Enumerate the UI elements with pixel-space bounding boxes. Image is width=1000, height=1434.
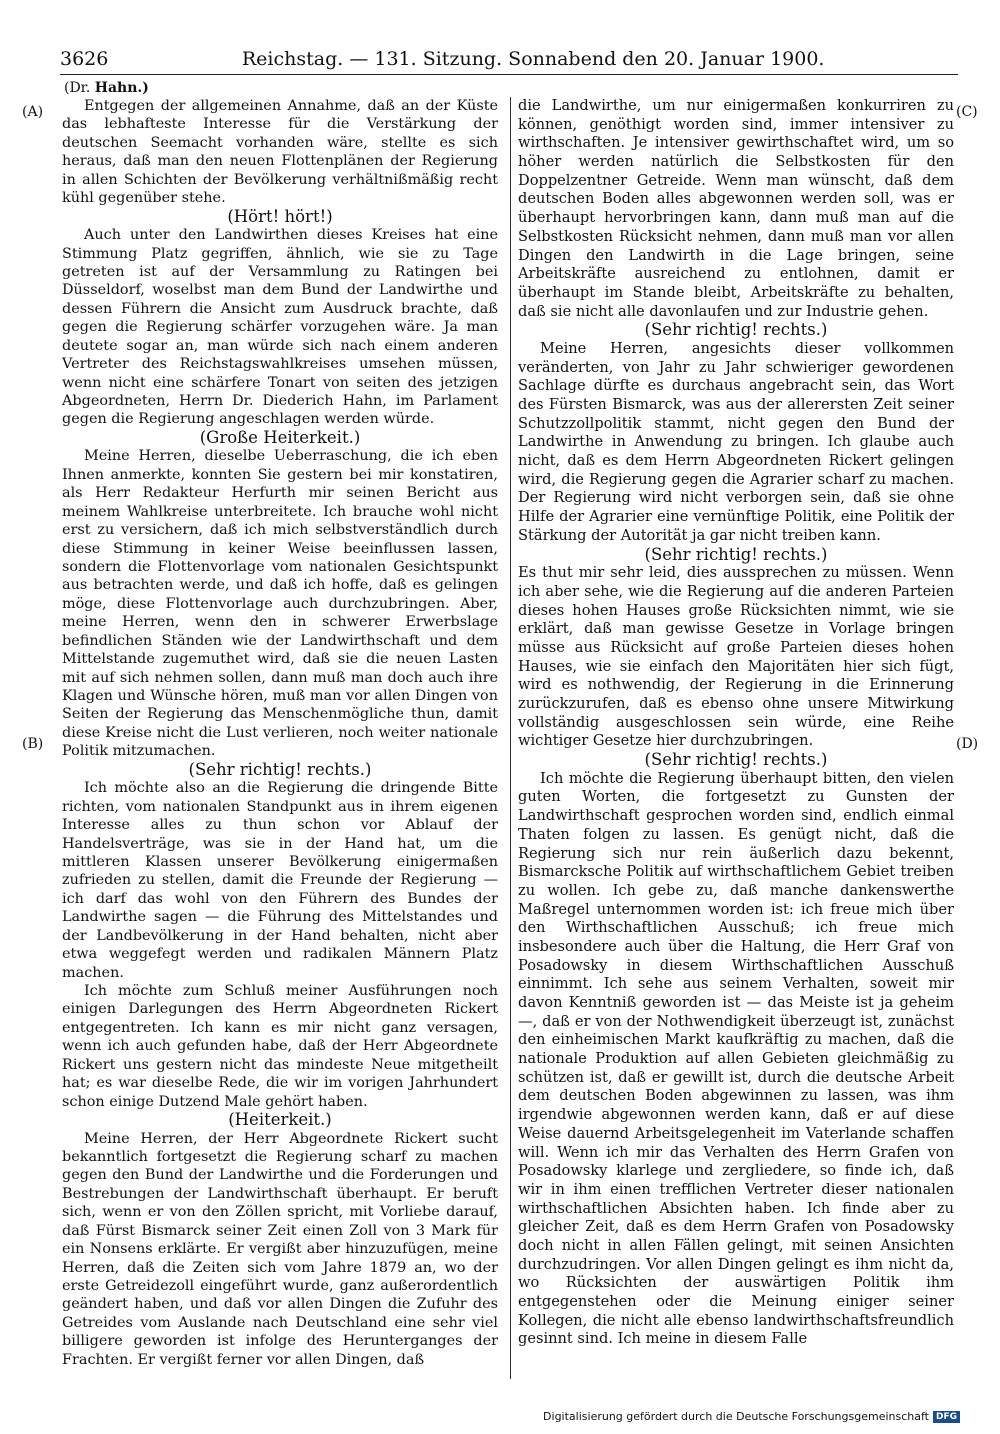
page-number: 3626 (60, 48, 109, 70)
left-column (62, 97, 498, 1379)
interjection: (Heiterkeit.) (228, 1110, 332, 1130)
paragraph: Ich möchte also an die Regierung die dringende Bitte richten, vom nationalen Standpunkt aus in ihrem eigenen Interesse alles zu thun schon vor Ablauf der Handelsverträge, was sie in der Hand hat, um die mittleren Klassen unserer Bevölkerung einigermaßen zufrieden zu stellen, damit die Freunde der Regierung — ich darf das wohl von den Führern des Bundes der Landwirthe sagen — die Führung des Mittelstandes und der Landbevölkerung in der Hand behalten, nicht aber etwa weggefegt werden und radikalen Männern Platz machen. (62, 780, 498, 981)
speaker-prefix: (Dr. (64, 80, 91, 96)
column-divider (510, 97, 511, 1379)
page-footer (543, 1410, 960, 1423)
interjection: (Hört! hört!) (227, 206, 333, 226)
paragraph: Es thut mir sehr leid, dies aussprechen zu müssen. Wenn ich aber sehe, wie die Regierung auf die anderen Parteien dieses hohen Hauses große Rücksichten nimmt, wie sie erklärt, daß man gewisse Gesetze in Vorlage bringen müsse aus Rücksicht auf große Parteien dieses hohen Hauses, wie sie einfach den Majoritäten hier sich fügt, wird es nothwendig, der Regierung in die Erinnerung zurückzurufen, daß es ebenso ohne unsere Mitwirkung vollständig ausgeschlossen sein würde, eine Reihe wichtiger Gesetze hier durchzubringen. (518, 564, 954, 750)
paragraph: Meine Herren, angesichts dieser vollkommen veränderten, von Jahr zu Jahr schwieriger gewordenen Sachlage dürfte es durchaus angebracht sein, das Wort des Fürsten Bismarck, was aus der allerersten Zeit seiner Schutzzollpolitik stammt, nicht gegen den Bund der Landwirthe in Anwendung zu bringen. Ich glaube auch nicht, daß es dem Herrn Abgeordneten Rickert gelingen wird, die Regierung gegen die Agrarier scharf zu machen. Der Regierung wird nicht verborgen sein, daß sie ohne Hilfe der Agrarier eine vernünftige Politik, eine Politik der Stärkung der Autorität ja gar nicht treiben kann. (518, 339, 954, 544)
page-header (60, 46, 958, 75)
margin-marker-d: (D) (956, 736, 979, 752)
interjection: (Sehr richtig! rechts.) (188, 759, 372, 779)
dfg-logo: DFG (933, 1411, 960, 1423)
paragraph: Ich möchte zum Schluß meiner Ausführungen noch einigen Darlegungen des Herrn Abgeordneten Rickert entgegentreten. Ich kann es mir nicht ganz versagen, wenn ich auch gefunden habe, daß der Herr Abgeordnete Rickert uns gestern nicht das mindeste Neue mitgetheilt hat; es war dieselbe Rede, die wir im vorigen Jahrhundert schon einige Dutzend Male gehört haben. (62, 983, 498, 1110)
paragraph: Auch unter den Landwirthen dieses Kreises hat eine Stimmung Platz gegriffen, ähnlich, wie sie zu Tage getreten ist auf der Versammlung zu Ratingen bei Düsseldorf, woselbst man dem Bund der Landwirthe und dessen Führern die Ansicht zum Ausdruck brachte, daß gegen die Regierung schärfer vorzugehen wäre. Ja man deutete sogar an, man würde sich nach einem anderen Vertreter des Reichstagswahlkreises umsehen müssen, wenn nicht eine schärfere Tonart von seiten des jetzigen Abgeordneten, Herrn Dr. Diederich Hahn, im Parlament gegen die Regierung angeschlagen werden würde. (62, 227, 498, 428)
paragraph: Meine Herren, dieselbe Ueberraschung, die ich eben Ihnen anmerkte, konnten Sie gestern bei mir konstatiren, als Herr Redakteur Herfurth mir seinen Bericht aus meinem Wahlkreise unterbreitete. Ich brauche wohl nicht erst zu versichern, daß ich mich selbstverständlich durch diese Stimmung in keiner Weise beeinflussen lassen, sondern die Flottenvorlage vom nationalen Gesichtspunkt aus betrachten werde, und daß ich hoffe, daß es gelingen möge, diese Flottenvorlage auch durchzubringen. Aber, meine Herren, wenn den in schwerer Erwerbslage befindlichen Ständen wie der Landwirthschaft und dem Mittelstande zugemuthet wird, daß sie die neuen Lasten mit auf sich nehmen sollen, dann muß man doch auch ihre Klagen und Wünsche hören, muß man vor allen Dingen von Seiten der Regierung das Menschenmögliche thun, damit diese Kreise nicht die Lust verlieren, noch weiter nationale Politik mitzumachen. (62, 448, 498, 760)
interjection: (Sehr richtig! rechts.) (644, 544, 828, 564)
interjection: (Große Heiterkeit.) (199, 427, 361, 447)
paragraph: Meine Herren, der Herr Abgeordnete Rickert sucht bekanntlich fortgesetzt die Regierung scharf zu machen gegen den Bund der Landwirthe und die Forderungen und Bestrebungen der Landwirthschaft überhaupt. Er beruft sich, wenn er von den Zöllen spricht, mit Vorliebe darauf, daß Fürst Bismarck seiner Zeit einen Zoll von 3 Mark für ein Nonsens erklärte. Er vergißt aber hinzuzufügen, meine Herren, daß die Zeiten sich vom Jahre 1879 an, wo der erste Getreidezoll eingeführt wurde, ganz außerordentlich geändert haben, und daß vor allen Dingen die Zufuhr des Getreides vom Auslande nach Deutschland eine sehr viel billigere geworden ist infolge des Herunterganges der Frachten. Er vergißt ferner vor allen Dingen, daß (62, 1130, 498, 1368)
speaker-tag (64, 80, 149, 96)
margin-marker-a: (A) (22, 104, 44, 120)
right-column (518, 97, 954, 1379)
paragraph: die Landwirthe, um nur einigermaßen konkurriren zu können, genöthigt worden sind, immer intensiver zu wirthschaften. Je intensiver gewirthschaftet wird, um so höher werden natürlich die Selbstkosten für den Doppelzentner Getreide. Wenn man wünscht, daß dem deutschen Boden alles abgewonnen werden soll, was er überhaupt hervorbringen kann, dann muß man auf die Selbstkosten Rücksicht nehmen, dann muß man vor allen Dingen den Landwirth in die Lage bringen, seine Arbeitskräfte ausreichend zu entlohnen, damit er überhaupt im Stande bleibt, Arbeitskräfte zu behalten, daß sie nicht alle davonlaufen und zur Industrie gehen. (518, 97, 954, 320)
interjection: (Sehr richtig! rechts.) (644, 320, 828, 340)
margin-marker-b: (B) (22, 736, 44, 752)
paragraph: Entgegen der allgemeinen Annahme, daß an der Küste das lebhafteste Interesse für die Verstärkung der deutschen Seemacht vorhanden wäre, stellte es sich heraus, daß man den neuen Flottenplänen der Regierung in allen Schichten der Bevölkerung verhältnißmäßig recht kühl gegenüber stehe. (62, 98, 498, 207)
interjection: (Sehr richtig! rechts.) (644, 750, 828, 770)
paragraph: Ich möchte die Regierung überhaupt bitten, den vielen guten Worten, die fortgesetzt zu Gunsten der Landwirthschaft gesprochen worden sind, endlich einmal Thaten folgen zu lassen. Es genügt nicht, daß die Regierung sich nur rein äußerlich dazu bekennt, Bismarcksche Politik auf wirthschaftlichem Gebiet treiben zu wollen. Ich gebe zu, daß manche dankenswerthe Maßregel unternommen worden ist: ich freue mich über den Wirthschaftlichen Ausschuß; ich freue mich insbesondere auch über die Haltung, die Herr Graf von Posadowsky in diesem Wirthschaftlichen Ausschuß einnimmt. Ich sehe aus seinem Verhalten, soweit mir davon Kenntniß geworden ist — das Meiste ist ja geheim —, daß er von der Nothwendigkeit überzeugt ist, zunächst den einheimischen Markt kaufkräftig zu machen, daß die nationale Produktion auf allen Gebieten gleichmäßig zu schützen ist, daß er gewillt ist, durch die deutsche Arbeit dem deutschen Boden abgewinnen zu lassen, was ihm irgendwie abgewonnen werden kann, daß er auf diese Weise dauernd Arbeitsgelegenheit im Vaterlande schaffen will. Wenn ich mir das Verhalten des Herrn Grafen von Posadowsky klarlege und zergliedere, so finde ich, daß wir in ihm einen trefflichen Vertreter dieser nationalen wirthschaftlichen Absichten haben. Ich finde aber zu gleicher Zeit, daß es dem Herrn Grafen von Posadowsky doch nicht in allen Fällen gelingt, mit seinen Ansichten durchzudringen. Vor allen Dingen gelingt es ihm nicht da, wo Rücksichten der auswärtigen Politik ihm entgegenstehen oder die Meinung einiger seiner Kollegen, die nicht alle ebenso landwirthschaftsfreundlich gesinnt sind. Ich meine in diesem Falle (518, 769, 954, 1348)
speaker-name: Hahn.) (94, 80, 149, 96)
running-head: Reichstag. — 131. Sitzung. Sonnabend den 20. Januar 1900. (241, 48, 825, 70)
margin-marker-c: (C) (956, 104, 978, 120)
footer-credit: Digitalisierung gefördert durch die Deutsche Forschungsgemeinschaft (543, 1410, 929, 1423)
